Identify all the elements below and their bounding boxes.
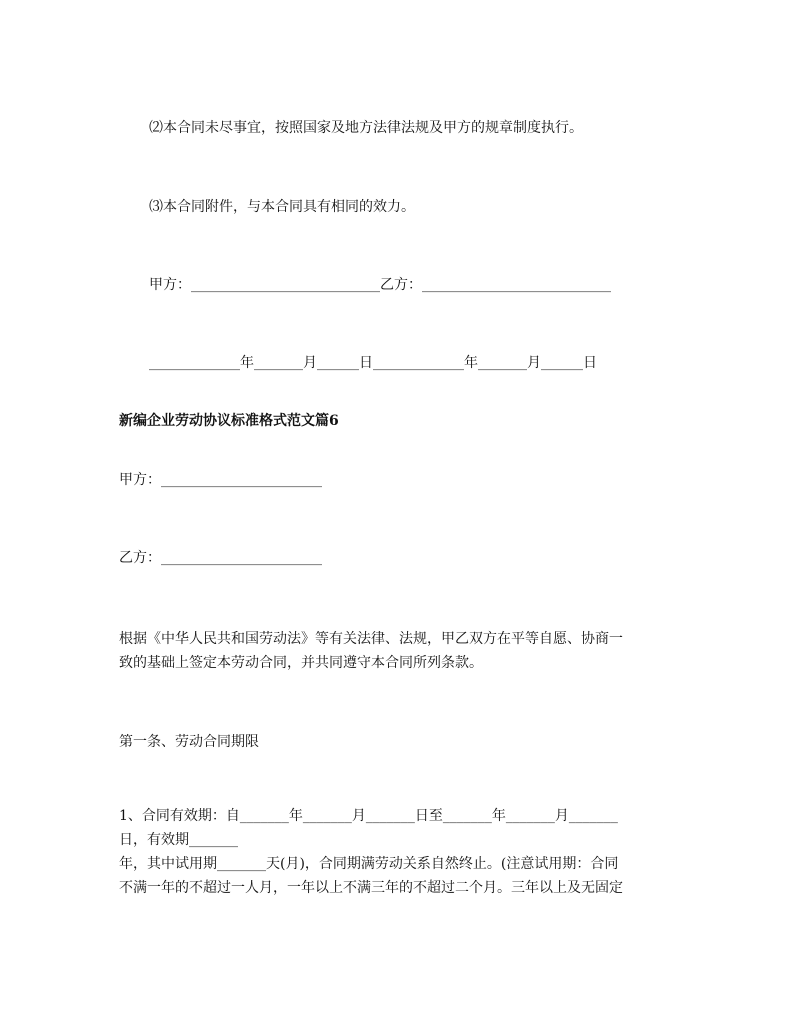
preamble-line-1: 根据《中华人民共和国劳动法》等有关法律、法规，甲乙双方在平等自愿、协商一 xyxy=(119,631,623,647)
term-line-1: 1、合同有效期：自_______年_______月_______日至_______年_______月_______ xyxy=(119,808,618,824)
term-line-3: 年，其中试用期_______天(月)，合同期满劳动关系自然终止。(注意试用期：合同 xyxy=(119,856,619,872)
party-a-line: 甲方：_______________________ xyxy=(119,472,322,488)
section-heading: 新编企业劳动协议标准格式范文篇6 xyxy=(119,413,339,429)
article-1-title: 第一条、劳动合同期限 xyxy=(119,734,259,750)
clause-3-text: ⑶本合同附件，与本合同具有相同的效力。 xyxy=(149,199,415,215)
preamble-line-2: 致的基础上签定本劳动合同，并共同遵守本合同所列条款。 xyxy=(119,655,483,671)
party-b-line: 乙方：_______________________ xyxy=(119,550,322,566)
term-line-4: 不满一年的不超过一人月，一年以上不满三年的不超过二个月。三年以上及无固定 xyxy=(119,880,623,896)
date-line: _____________年_______月______日_____________年_______月______日 xyxy=(149,355,597,371)
clause-2-text: ⑵本合同未尽事宜，按照国家及地方法律法规及甲方的规章制度执行。 xyxy=(149,120,583,136)
term-line-2: 日，有效期_______ xyxy=(119,832,238,848)
signature-line: 甲方：___________________________乙方：___________________________ xyxy=(149,277,611,293)
